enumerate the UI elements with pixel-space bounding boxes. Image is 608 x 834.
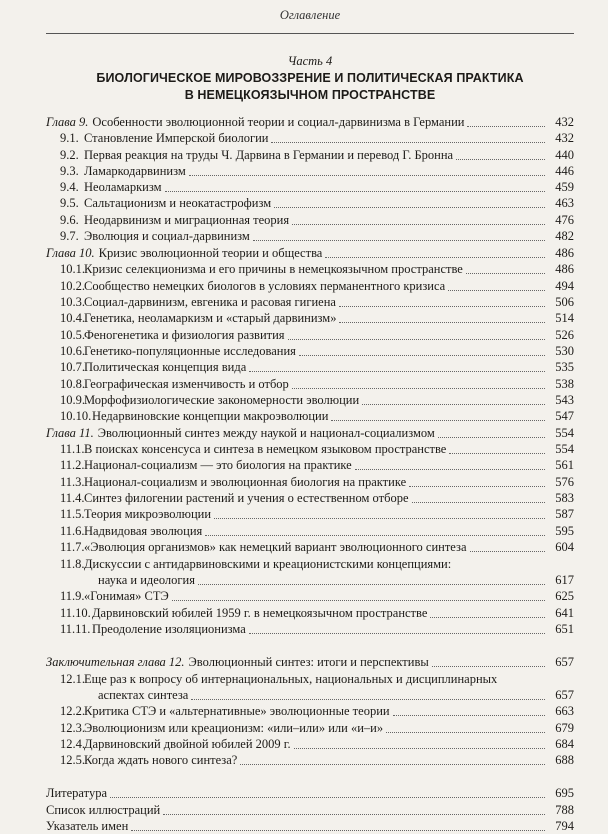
entry-title: Список иллюстраций xyxy=(46,803,161,817)
toc-chapter-entry[interactable] xyxy=(0,425,608,441)
page-number: 506 xyxy=(555,295,574,309)
entry-title-continuation: наука и идеология xyxy=(98,573,195,587)
toc-section-entry[interactable] xyxy=(0,605,608,621)
entry-title: Неоламаркизм xyxy=(84,180,162,194)
dot-leader xyxy=(430,616,545,618)
toc-entry-continuation xyxy=(0,572,608,588)
dot-leader xyxy=(393,714,545,716)
page-number: 576 xyxy=(555,475,574,489)
entry-title: Кризис эволюционной теории и общества xyxy=(98,246,323,260)
toc-section-entry[interactable] xyxy=(0,130,608,146)
toc-section-entry[interactable] xyxy=(0,506,608,522)
dot-leader xyxy=(249,370,545,372)
page-number: 663 xyxy=(555,704,574,718)
dot-leader xyxy=(467,125,545,127)
entry-title: Политическая концепция вида xyxy=(84,360,247,374)
toc-section-entry[interactable] xyxy=(0,539,608,555)
entry-title: Эволюционный синтез: итоги и перспективы xyxy=(188,655,429,669)
section-number: 10.8. xyxy=(60,377,85,391)
page-number: 432 xyxy=(555,115,574,129)
dot-leader xyxy=(292,223,545,225)
entry-title: Дарвиновский юбилей 1959 г. в немецкоязычном пространстве xyxy=(92,606,428,620)
entry-title: Национал-социализм — это биология на практике xyxy=(84,458,352,472)
entry-title: Социал-дарвинизм, евгеника и расовая гигиена xyxy=(84,295,336,309)
page-number: 695 xyxy=(555,786,574,800)
dot-leader xyxy=(189,174,545,176)
section-number: 10.3. xyxy=(60,295,85,309)
toc-section-entry[interactable] xyxy=(0,147,608,163)
section-number: 11.7. xyxy=(60,540,85,554)
section-number: 10.6. xyxy=(60,344,85,358)
section-number: 11.11. xyxy=(60,622,91,636)
entry-title: Синтез филогении растений и учения о естественном отборе xyxy=(84,491,409,505)
chapter-number: Глава 11. xyxy=(46,426,94,440)
section-number: 10.1. xyxy=(60,262,85,276)
dot-leader xyxy=(409,485,545,487)
dot-leader xyxy=(432,665,545,667)
section-number: 11.5. xyxy=(60,507,85,521)
entry-title: Сальтационизм и неокатастрофизм xyxy=(84,196,272,210)
page-number: 547 xyxy=(555,409,574,423)
toc-section-entry[interactable] xyxy=(0,490,608,506)
page-number: 684 xyxy=(555,737,574,751)
page-number: 486 xyxy=(555,262,574,276)
entry-title: Литература xyxy=(46,786,107,800)
toc-section-entry[interactable] xyxy=(0,588,608,604)
section-number: 10.9. xyxy=(60,393,85,407)
section-number: 9.4. xyxy=(60,180,79,194)
entry-title: Эволюционный синтез между наукой и национал-социализмом xyxy=(97,426,435,440)
page-number: 530 xyxy=(555,344,574,358)
part-label: Часть 4 xyxy=(287,54,333,68)
dot-leader xyxy=(214,517,545,519)
section-number: 11.9. xyxy=(60,589,85,603)
page-number: 554 xyxy=(555,442,574,456)
toc-section-entry[interactable] xyxy=(0,195,608,211)
dot-leader xyxy=(198,583,545,585)
entry-title: В поисках консенсуса и синтеза в немецком языковом пространстве xyxy=(84,442,447,456)
dot-leader xyxy=(438,436,545,438)
dot-leader xyxy=(292,387,545,389)
dot-leader xyxy=(449,452,545,454)
page-number: 446 xyxy=(555,164,574,178)
section-number: 11.6. xyxy=(60,524,85,538)
entry-title: Сообщество немецких биологов в условиях перманентного кризиса xyxy=(84,279,446,293)
entry-title: Указатель имен xyxy=(46,819,129,833)
page-number: 535 xyxy=(555,360,574,374)
toc-entry-continuation xyxy=(0,687,608,703)
chapter-number: Глава 10. xyxy=(46,246,95,260)
section-number: 11.10. xyxy=(60,606,91,620)
entry-title: Когда ждать нового синтеза? xyxy=(84,753,238,767)
page-number: 561 xyxy=(555,458,574,472)
page-number: 476 xyxy=(555,213,574,227)
entry-title: Генетика, неоламаркизм и «старый дарвинизм» xyxy=(84,311,337,325)
entry-title: Надвидовая эволюция xyxy=(84,524,203,538)
entry-title: Недарвиновские концепции макроэволюции xyxy=(92,409,329,423)
entry-title: Географическая изменчивость и отбор xyxy=(84,377,289,391)
page-number: 657 xyxy=(555,655,574,669)
page-number: 688 xyxy=(555,753,574,767)
dot-leader xyxy=(339,321,545,323)
section-number: 9.2. xyxy=(60,148,79,162)
toc-backmatter-entry[interactable] xyxy=(0,785,608,801)
dot-leader xyxy=(110,796,545,798)
chapter-number: Глава 9. xyxy=(46,115,89,129)
dot-leader xyxy=(362,403,545,405)
toc-section-entry[interactable] xyxy=(0,392,608,408)
toc-section-entry[interactable] xyxy=(0,310,608,326)
part-title-line-2: В НЕМЕЦКОЯЗЫЧНОМ ПРОСТРАНСТВЕ xyxy=(184,88,436,102)
entry-title: Феногенетика и физиология развития xyxy=(84,328,285,342)
entry-title: Неодарвинизм и миграционная теория xyxy=(84,213,290,227)
page-number: 657 xyxy=(555,688,574,702)
page-number: 625 xyxy=(555,589,574,603)
section-number: 9.3. xyxy=(60,164,79,178)
dot-leader xyxy=(165,190,545,192)
page-number: 482 xyxy=(555,229,574,243)
entry-title: Теория микроэволюции xyxy=(84,507,212,521)
toc-chapter-entry[interactable] xyxy=(0,114,608,130)
toc-section-entry[interactable] xyxy=(0,720,608,736)
section-number: 12.5. xyxy=(60,753,85,767)
dot-leader xyxy=(355,468,545,470)
entry-title: «Гонимая» СТЭ xyxy=(84,589,169,603)
toc-section-entry[interactable] xyxy=(0,703,608,719)
toc-section-entry[interactable] xyxy=(0,278,608,294)
section-number: 9.1. xyxy=(60,131,79,145)
toc-section-entry[interactable] xyxy=(0,294,608,310)
dot-leader xyxy=(386,731,545,733)
section-number: 11.8. xyxy=(60,557,85,571)
dot-leader xyxy=(274,206,545,208)
dot-leader xyxy=(456,158,545,160)
header-rule xyxy=(46,33,574,34)
toc-section-entry[interactable] xyxy=(0,736,608,752)
page-number: 554 xyxy=(555,426,574,440)
page-number: 514 xyxy=(555,311,574,325)
toc-backmatter-entry[interactable] xyxy=(0,802,608,818)
toc-section-entry[interactable] xyxy=(0,376,608,392)
dot-leader xyxy=(131,829,545,831)
dot-leader xyxy=(339,305,545,307)
toc-section-entry[interactable] xyxy=(0,179,608,195)
dot-leader xyxy=(240,763,545,765)
toc-section-entry[interactable] xyxy=(0,752,608,768)
page-number: 543 xyxy=(555,393,574,407)
entry-title: Ламаркодарвинизм xyxy=(84,164,186,178)
section-number: 10.10. xyxy=(60,409,92,423)
entry-title: «Эволюция организмов» как немецкий вариант эволюционного синтеза xyxy=(84,540,467,554)
toc-section-entry[interactable] xyxy=(0,523,608,539)
section-number: 11.3. xyxy=(60,475,85,489)
entry-title-continuation: аспектах синтеза xyxy=(98,688,189,702)
toc-section-entry[interactable] xyxy=(0,343,608,359)
toc-section-entry[interactable] xyxy=(0,212,608,228)
dot-leader xyxy=(448,289,545,291)
page-number: 641 xyxy=(555,606,574,620)
dot-leader xyxy=(412,501,546,503)
toc-section-entry[interactable] xyxy=(0,671,608,687)
page-number: 679 xyxy=(555,721,574,735)
section-number: 11.1. xyxy=(60,442,85,456)
entry-title: Первая реакция на труды Ч. Дарвина в Германии и перевод Г. Бронна xyxy=(84,148,454,162)
section-number: 10.7. xyxy=(60,360,85,374)
toc-section-entry[interactable] xyxy=(0,441,608,457)
toc-chapter-entry[interactable] xyxy=(0,654,608,670)
running-head: Оглавление xyxy=(279,8,341,22)
page-number: 617 xyxy=(555,573,574,587)
dot-leader xyxy=(294,747,545,749)
page-number: 583 xyxy=(555,491,574,505)
section-number: 11.4. xyxy=(60,491,85,505)
toc-section-entry[interactable] xyxy=(0,457,608,473)
section-number: 9.7. xyxy=(60,229,79,243)
section-number: 11.2. xyxy=(60,458,85,472)
page-number: 788 xyxy=(555,803,574,817)
page-number: 463 xyxy=(555,196,574,210)
dot-leader xyxy=(253,239,545,241)
section-number: 10.2. xyxy=(60,279,85,293)
dot-leader xyxy=(271,141,545,143)
dot-leader xyxy=(191,698,545,700)
chapter-number: Заключительная глава 12. xyxy=(46,655,185,669)
dot-leader xyxy=(299,354,545,356)
section-number: 10.5. xyxy=(60,328,85,342)
dot-leader xyxy=(288,338,545,340)
section-number: 9.5. xyxy=(60,196,79,210)
toc-backmatter-entry[interactable] xyxy=(0,818,608,834)
toc-section-entry[interactable] xyxy=(0,261,608,277)
dot-leader xyxy=(172,599,545,601)
dot-leader xyxy=(205,534,545,536)
page-number: 459 xyxy=(555,180,574,194)
section-number: 10.4. xyxy=(60,311,85,325)
page-number: 538 xyxy=(555,377,574,391)
page-number: 526 xyxy=(555,328,574,342)
entry-title: Критика СТЭ и «альтернативные» эволюционные теории xyxy=(84,704,390,718)
entry-title: Морфофизиологические закономерности эволюции xyxy=(84,393,360,407)
page-number: 587 xyxy=(555,507,574,521)
dot-leader xyxy=(325,256,545,258)
entry-title: Эволюционизм или креационизм: «или–или» или «и–и» xyxy=(84,721,384,735)
toc-section-entry[interactable] xyxy=(0,327,608,343)
entry-title: Еще раз к вопросу об интернациональных, национальных и дисциплинарных xyxy=(84,672,498,686)
toc-section-entry[interactable] xyxy=(0,474,608,490)
toc-section-entry[interactable] xyxy=(0,359,608,375)
page-number: 604 xyxy=(555,540,574,554)
part-title-line-1: БИОЛОГИЧЕСКОЕ МИРОВОЗЗРЕНИЕ И ПОЛИТИЧЕСКАЯ ПРАКТИКА xyxy=(96,71,524,85)
entry-title: Особенности эволюционной теории и социал-дарвинизма в Германии xyxy=(92,115,465,129)
section-number: 9.6. xyxy=(60,213,79,227)
page-number: 794 xyxy=(555,819,574,833)
entry-title: Кризис селекционизма и его причины в немецкоязычном пространстве xyxy=(84,262,463,276)
entry-title: Дискуссии с антидарвиновскими и креационистскими концепциями: xyxy=(84,557,452,571)
toc-chapter-entry[interactable] xyxy=(0,245,608,261)
page-number: 494 xyxy=(555,279,574,293)
entry-title: Генетико-популяционные исследования xyxy=(84,344,296,358)
dot-leader xyxy=(331,419,545,421)
toc-section-entry[interactable] xyxy=(0,621,608,637)
dot-leader xyxy=(163,813,545,815)
page-number: 651 xyxy=(555,622,574,636)
entry-title: Дарвиновский двойной юбилей 2009 г. xyxy=(84,737,291,751)
entry-title: Эволюция и социал-дарвинизм xyxy=(84,229,250,243)
entry-title: Преодоление изоляционизма xyxy=(92,622,246,636)
dot-leader xyxy=(249,632,545,634)
entry-title: Национал-социализм и эволюционная биология на практике xyxy=(84,475,407,489)
section-number: 12.1. xyxy=(60,672,85,686)
toc-section-entry[interactable] xyxy=(0,408,608,424)
page-number: 432 xyxy=(555,131,574,145)
toc-section-entry[interactable] xyxy=(0,228,608,244)
section-number: 12.2. xyxy=(60,704,85,718)
dot-leader xyxy=(470,550,546,552)
page-number: 595 xyxy=(555,524,574,538)
page-number: 440 xyxy=(555,148,574,162)
dot-leader xyxy=(466,272,545,274)
section-number: 12.3. xyxy=(60,721,85,735)
toc-section-entry[interactable] xyxy=(0,163,608,179)
toc-section-entry[interactable] xyxy=(0,556,608,572)
entry-title: Становление Имперской биологии xyxy=(84,131,269,145)
section-number: 12.4. xyxy=(60,737,85,751)
part-title xyxy=(60,70,560,104)
page-number: 486 xyxy=(555,246,574,260)
